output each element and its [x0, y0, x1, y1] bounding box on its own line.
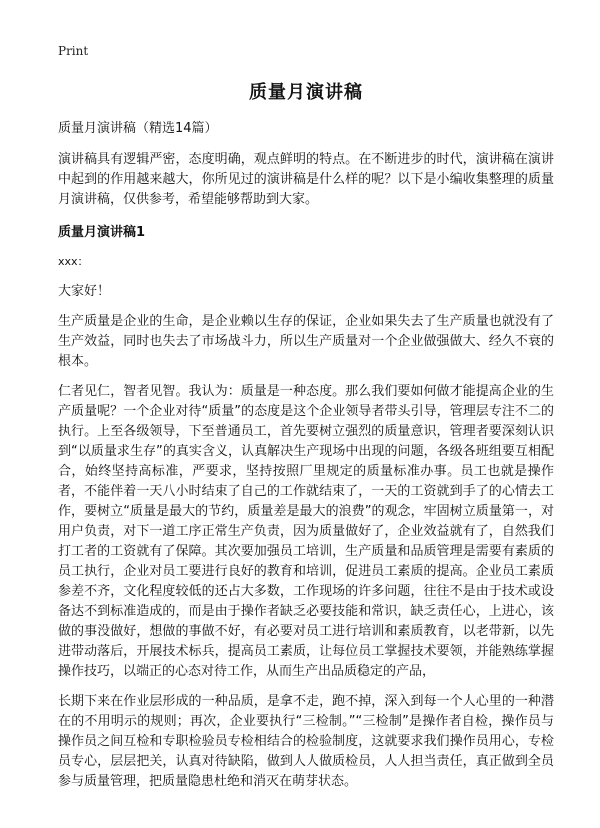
- document-body: [58, 78, 554, 802]
- salutation: xxx：: [58, 255, 89, 268]
- page-title: 质量月演讲稿: [249, 82, 363, 103]
- intro-paragraph: 演讲稿具有逻辑严密，态度明确，观点鲜明的特点。在不断进步的时代，演讲稿在演讲中起到的作用越来越大，你所见过的演讲稿是什么样的呢？以下是小编收集整理的质量月演讲稿，仅供参考，希望能够帮助到大家。: [58, 152, 554, 207]
- body-paragraph-3: 长期下来在作业层形成的一种品质，是拿不走，跑不掉，深入到每一个人心里的一种潜在的不用明示的规则；再次，企业要执行“三检制。”“三检制”是操作者自检，操作员与操作员之间互检和专职检验员专检相结合的检验制度，这就要求我们操作员用心，专检员专心，层层把关，认真对待缺陷，做到人人做质检员，人人担当责任，真正做到全员参与质量管理，把质量隐患杜绝和消灭在萌芽状态。: [58, 694, 554, 789]
- section-heading: 质量月演讲稿1: [58, 225, 146, 240]
- document-subtitle: 质量月演讲稿（精选14篇）: [58, 121, 218, 136]
- print-link[interactable]: Print: [58, 44, 89, 58]
- body-paragraph-1: 生产质量是企业的生命，是企业赖以生存的保证，企业如果失去了生产质量也就没有了生产效益，同时也失去了市场战斗力，所以生产质量对一个企业做强做大、经久不衰的根本。: [58, 314, 554, 369]
- body-paragraph-2: 仁者见仁，智者见智。我认为：质量是一种态度。那么我们要如何做才能提高企业的生产质量呢？一个企业对待“质量”的态度是这个企业领导者带头引导，管理层专注不二的执行。上至各级领导，下至普通员工，首先要树立强烈的质量意识，管理者要深刻认识到“以质量求生存”的真实含义，认真解决生产现场中出现的问题，各级各班组要互相配合，始终坚持高标准，严要求，坚持按照厂里规定的质量标准办事。员工也就是操作者，不能伴着一天八小时结束了自己的工作就结束了，一天的工资就到手了的心情去工作，要树立“质量是最大的节约，质量差是最大的浪费”的观念，牢固树立质量第一，对用户负责，对下一道工序正常生产负责，因为质量做好了，企业效益就有了，自然我们打工者的工资就有了保障。其次要加强员工培训，生产质量和品质管理是需要有素质的员工执行，企业对员工要进行良好的教育和培训，促进员工素质的提高。企业员工素质参差不齐，文化程度较低的还占大多数，工作现场的许多问题，往往不是由于技术或设备达不到标准造成的，而是由于操作者缺乏必要技能和常识，缺乏责任心，上进心，该做的事没做好，想做的事做不好，有必要对员工进行培训和素质教育，以老带新，以先进带动落后，开展技术标兵，提高员工素质，让每位员工掌握技术要领，并能熟练掌握操作技巧，以端正的心态对待工作，从而生产出品质稳定的产品，: [58, 384, 554, 679]
- greeting: 大家好！: [58, 284, 111, 299]
